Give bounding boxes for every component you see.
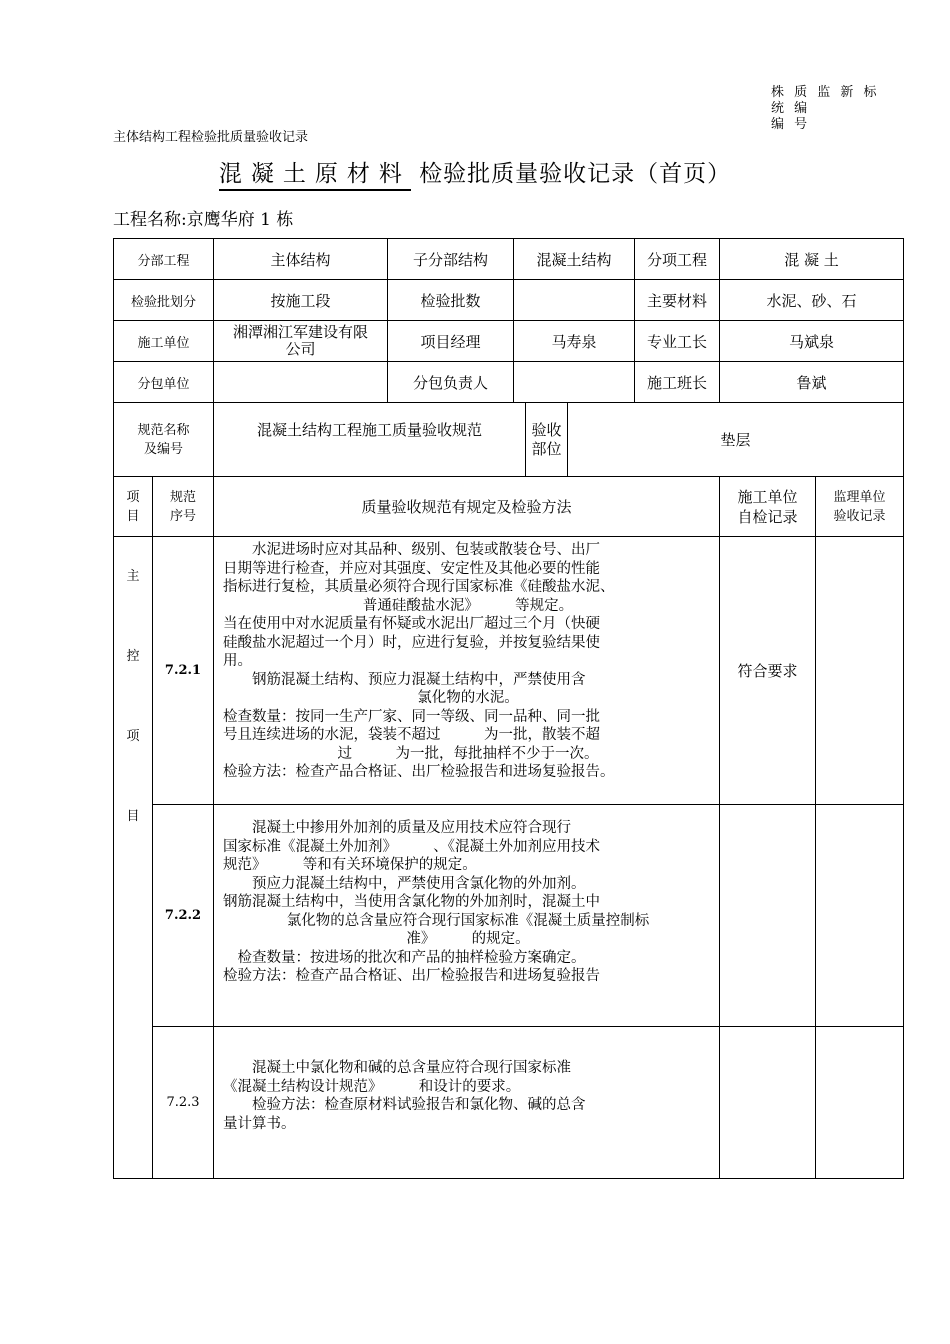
title-rest: 检验批质量验收记录（首页） <box>419 161 732 187</box>
label-subcontractor: 分包单位 <box>114 362 214 403</box>
info-row-division <box>114 239 904 280</box>
label-standard-line-1: 规范名称 <box>137 422 190 438</box>
clause-text <box>214 805 720 1027</box>
label-standard <box>114 403 214 477</box>
title-material-name: 混凝土原材料 <box>219 161 411 191</box>
clause-code: 7.2.2 <box>153 805 214 1027</box>
label-sub-leader: 分包负责人 <box>388 362 514 403</box>
supervisor-result <box>816 805 904 1027</box>
value-batch-count <box>514 280 635 321</box>
text-line: 钢筋混凝土结构、预应力混凝土结构中，严禁使用含 <box>252 671 586 688</box>
text-line: 氯化物的水泥。 <box>417 690 519 706</box>
text-line: 预应力混凝土结构中，严禁使用含氯化物的外加剂。 <box>252 875 586 892</box>
header-self-check <box>720 477 816 537</box>
label-standard-line-2: 及编号 <box>144 441 184 457</box>
value-standard: 混凝土结构工程施工质量验收规范 <box>214 403 526 477</box>
header-sup-line-2: 验收记录 <box>833 508 886 524</box>
text-line: 过 为一批，每批抽样不少于一次。 <box>337 745 599 762</box>
text-line: 号且连续进场的水泥，袋装不超过 为一批，散装不超 <box>223 727 601 743</box>
clause-text <box>214 1027 720 1179</box>
info-row-contractor <box>114 321 904 362</box>
clause-row-7-2-1 <box>114 537 904 805</box>
text-line: 当在使用中对水泥质量有怀疑或水泥出厂超过三个月（快硬 <box>223 616 601 632</box>
text-line: 钢筋混凝土结构中，当使用含氯化物的外加剂时，混凝土中 <box>223 894 601 910</box>
value-inspection-part: 垫层 <box>568 403 904 477</box>
page-title <box>0 155 950 188</box>
text-line: 检查数量：按同一生产厂家、同一等级、同一品种、同一批 <box>223 708 601 725</box>
header-item-line-2: 目 <box>126 508 140 524</box>
label-team-leader: 施工班长 <box>635 362 720 403</box>
label-sub-item: 分项工程 <box>635 239 720 280</box>
group-char-4: 目 <box>126 809 140 824</box>
self-check-result <box>720 805 816 1027</box>
label-project-manager: 项目经理 <box>388 321 514 362</box>
clause-code: 7.2.1 <box>153 537 214 805</box>
text-line: 混凝土中掺用外加剂的质量及应用技术应符合现行 <box>252 820 572 836</box>
self-check-result <box>720 1027 816 1179</box>
label-part-line-1: 验收 <box>531 420 562 439</box>
group-label-main-control <box>114 537 153 1179</box>
info-row-standard <box>114 403 904 477</box>
contractor-line-2: 公司 <box>285 340 316 358</box>
group-char-2: 控 <box>126 649 140 664</box>
text-line: 检验方法：检查原材料试验报告和氯化物、碱的总含 <box>252 1097 586 1113</box>
text-line: 规范》 等和有关环境保护的规定。 <box>223 857 477 873</box>
group-char-3: 项 <box>126 729 140 744</box>
label-main-material: 主要材料 <box>635 280 720 321</box>
group-char-1: 主 <box>126 569 140 584</box>
code-line-2: 统 编 <box>771 101 811 116</box>
value-sub-division: 混凝土结构 <box>514 239 635 280</box>
header-row <box>114 477 904 537</box>
text-line: 硅酸盐水泥超过一个月）时，应进行复验，并按复验结果使 <box>223 634 601 651</box>
self-check-result: 符合要求 <box>720 537 816 805</box>
label-part-line-2: 部位 <box>531 439 562 458</box>
value-team-leader: 鲁斌 <box>720 362 904 403</box>
text-line: 水泥进场时应对其品种、级别、包装或散装仓号、出厂 <box>252 542 601 558</box>
clause-code: 7.2.3 <box>153 1027 214 1179</box>
code-line-1: 株 质 监 新 标 <box>771 85 880 100</box>
label-foreman: 专业工长 <box>635 321 720 362</box>
text-line: 混凝土中氯化物和碱的总含量应符合现行国家标准 <box>252 1060 572 1076</box>
contractor-line-1: 湘潭湘江军建设有限 <box>233 323 369 341</box>
text-line: 日期等进行检查，并应对其强度、安定性及其他必要的性能 <box>223 560 601 577</box>
text-line: 氯化物的总含量应符合现行国家标准《混凝土质量控制标 <box>286 912 650 929</box>
value-batch-division: 按施工段 <box>214 280 388 321</box>
value-subcontractor <box>214 362 388 403</box>
clause-row-7-2-3 <box>114 1027 904 1179</box>
label-division: 分部工程 <box>114 239 214 280</box>
text-line: 指标进行复检，其质量必须符合现行国家标准《硅酸盐水泥、 <box>223 579 615 595</box>
header-self-line-1: 施工单位 <box>737 487 798 506</box>
code-line-3: 编 号 <box>771 117 811 132</box>
supervisor-result <box>816 537 904 805</box>
text-line: 用。 <box>223 653 253 669</box>
document-code-box <box>771 85 881 133</box>
header-code <box>153 477 214 537</box>
value-main-material: 水泥、砂、石 <box>720 280 904 321</box>
header-code-line-1: 规范 <box>170 489 197 505</box>
header-code-line-2: 序号 <box>170 508 197 524</box>
header-self-line-2: 自检记录 <box>737 507 798 526</box>
label-sub-division: 子分部结构 <box>388 239 514 280</box>
text-line: 国家标准《混凝土外加剂》 、《混凝土外加剂应用技术 <box>223 838 601 855</box>
project-value: 京鹰华府 1 栋 <box>186 210 294 230</box>
supervisor-result <box>816 1027 904 1179</box>
value-project-manager: 马寿泉 <box>514 321 635 362</box>
info-row-batch <box>114 280 904 321</box>
header-method: 质量验收规范有规定及检验方法 <box>214 477 720 537</box>
label-contractor: 施工单位 <box>114 321 214 362</box>
info-row-subcontractor <box>114 362 904 403</box>
text-line: 准》 的规定。 <box>406 931 530 947</box>
text-line: 检验方法：检查产品合格证、出厂检验报告和进场复验报告 <box>223 968 601 984</box>
clause-row-7-2-2 <box>114 805 904 1027</box>
project-name-line <box>113 205 293 230</box>
label-inspection-part <box>526 403 568 477</box>
text-line: 《混凝土结构设计规范》 和设计的要求。 <box>223 1078 521 1095</box>
clause-text <box>214 537 720 805</box>
text-line: 检验方法：检查产品合格证、出厂检验报告和进场复验报告。 <box>223 764 615 780</box>
label-batch-division: 检验批划分 <box>114 280 214 321</box>
header-sup-line-1: 监理单位 <box>833 489 886 505</box>
text-line: 检查数量：按进场的批次和产品的抽样检验方案确定。 <box>237 949 586 966</box>
text-line: 量计算书。 <box>223 1115 296 1132</box>
value-sub-item: 混 凝 土 <box>720 239 904 280</box>
value-foreman: 马斌泉 <box>720 321 904 362</box>
project-label: 工程名称: <box>113 210 187 230</box>
header-supervisor <box>816 477 904 537</box>
header-note: 主体结构工程检验批质量验收记录 <box>113 130 309 145</box>
inspection-table <box>113 238 904 1179</box>
text-line: 普通硅酸盐水泥》 等规定。 <box>362 597 574 614</box>
value-contractor <box>214 321 388 362</box>
header-item-line-1: 项 <box>126 489 140 505</box>
value-sub-leader <box>514 362 635 403</box>
header-item <box>114 477 153 537</box>
value-division: 主体结构 <box>214 239 388 280</box>
label-batch-count: 检验批数 <box>388 280 514 321</box>
